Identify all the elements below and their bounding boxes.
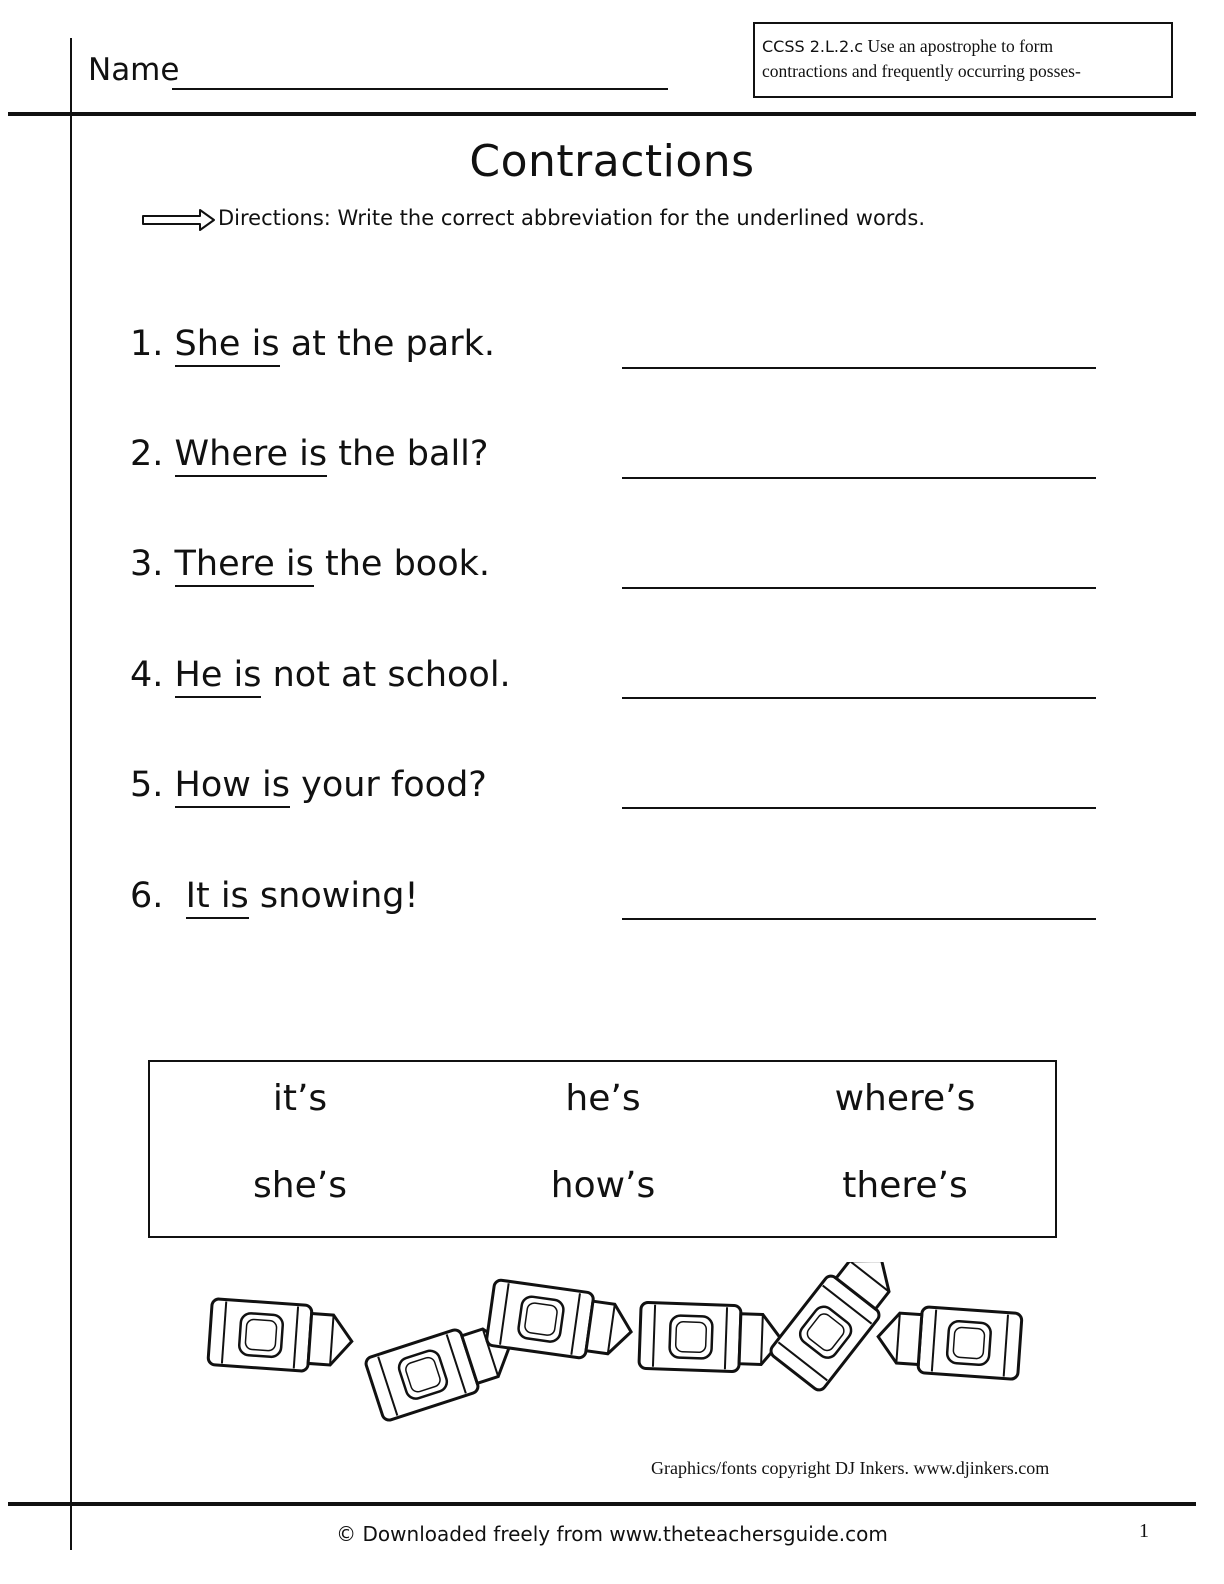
underlined-words: There is [175,544,314,587]
question-number: 3. [130,544,175,584]
question-number: 1. [130,324,175,364]
underlined-words: Where is [175,434,328,477]
word-bank-item: how’s [550,1165,656,1206]
directions-text: Directions: Write the correct abbreviation for the underlined words. [218,206,926,230]
underlined-words: It is [186,876,249,919]
name-blank-line[interactable] [172,88,668,90]
standard-text-line-2: contractions and frequently occurring posses- [762,61,1081,81]
underlined-words: How is [175,765,290,808]
crayon-icon [876,1304,1022,1380]
name-label: Name [88,52,180,88]
header-divider [8,112,1196,116]
standard-text-line-1: Use an apostrophe to form [863,36,1054,56]
underlined-words: He is [175,655,262,698]
word-bank-item: it’s [272,1078,328,1119]
footer-text: © Downloaded freely from www.theteachersguide.com [336,1522,888,1546]
margin-line [70,38,72,1550]
question-number: 4. [130,655,175,695]
footer-divider [8,1502,1196,1506]
answer-line-6[interactable] [622,918,1096,920]
standard-code: CCSS 2.L.2.c [762,37,864,56]
word-bank-item: where’s [834,1078,976,1119]
word-bank [148,1060,1057,1238]
answer-line-3[interactable] [622,587,1096,589]
crayons-illustration [200,1262,1030,1452]
standard-box [753,22,1173,98]
question-number: 6. [130,876,186,916]
crayon-icon [208,1299,354,1375]
word-bank-item: he’s [565,1078,641,1119]
answer-line-5[interactable] [622,807,1096,809]
copyright-credit: Graphics/fonts copyright DJ Inkers. www.djinkers.com [651,1458,1050,1478]
question-rest: not at school. [261,655,511,695]
question-rest: the book. [313,544,491,584]
word-bank-item: she’s [253,1165,347,1206]
page-title: Contractions [469,136,755,187]
question-5 [130,765,487,805]
question-3 [130,544,490,584]
crayon-icon [639,1302,783,1373]
question-rest: the ball? [327,434,489,474]
question-6 [130,876,419,916]
answer-line-4[interactable] [622,697,1096,699]
question-2 [130,434,488,474]
question-rest: your food? [289,765,487,805]
answer-line-2[interactable] [622,477,1096,479]
question-rest: at the park. [279,324,495,364]
answer-line-1[interactable] [622,367,1096,369]
question-1 [130,324,495,364]
word-bank-item: there’s [842,1165,968,1206]
question-number: 5. [130,765,175,805]
page-number: 1 [1139,1520,1149,1542]
underlined-words: She is [175,324,280,367]
question-number: 2. [130,434,175,474]
question-4 [130,655,511,695]
arrow-icon [142,208,216,232]
question-rest: snowing! [248,876,419,916]
